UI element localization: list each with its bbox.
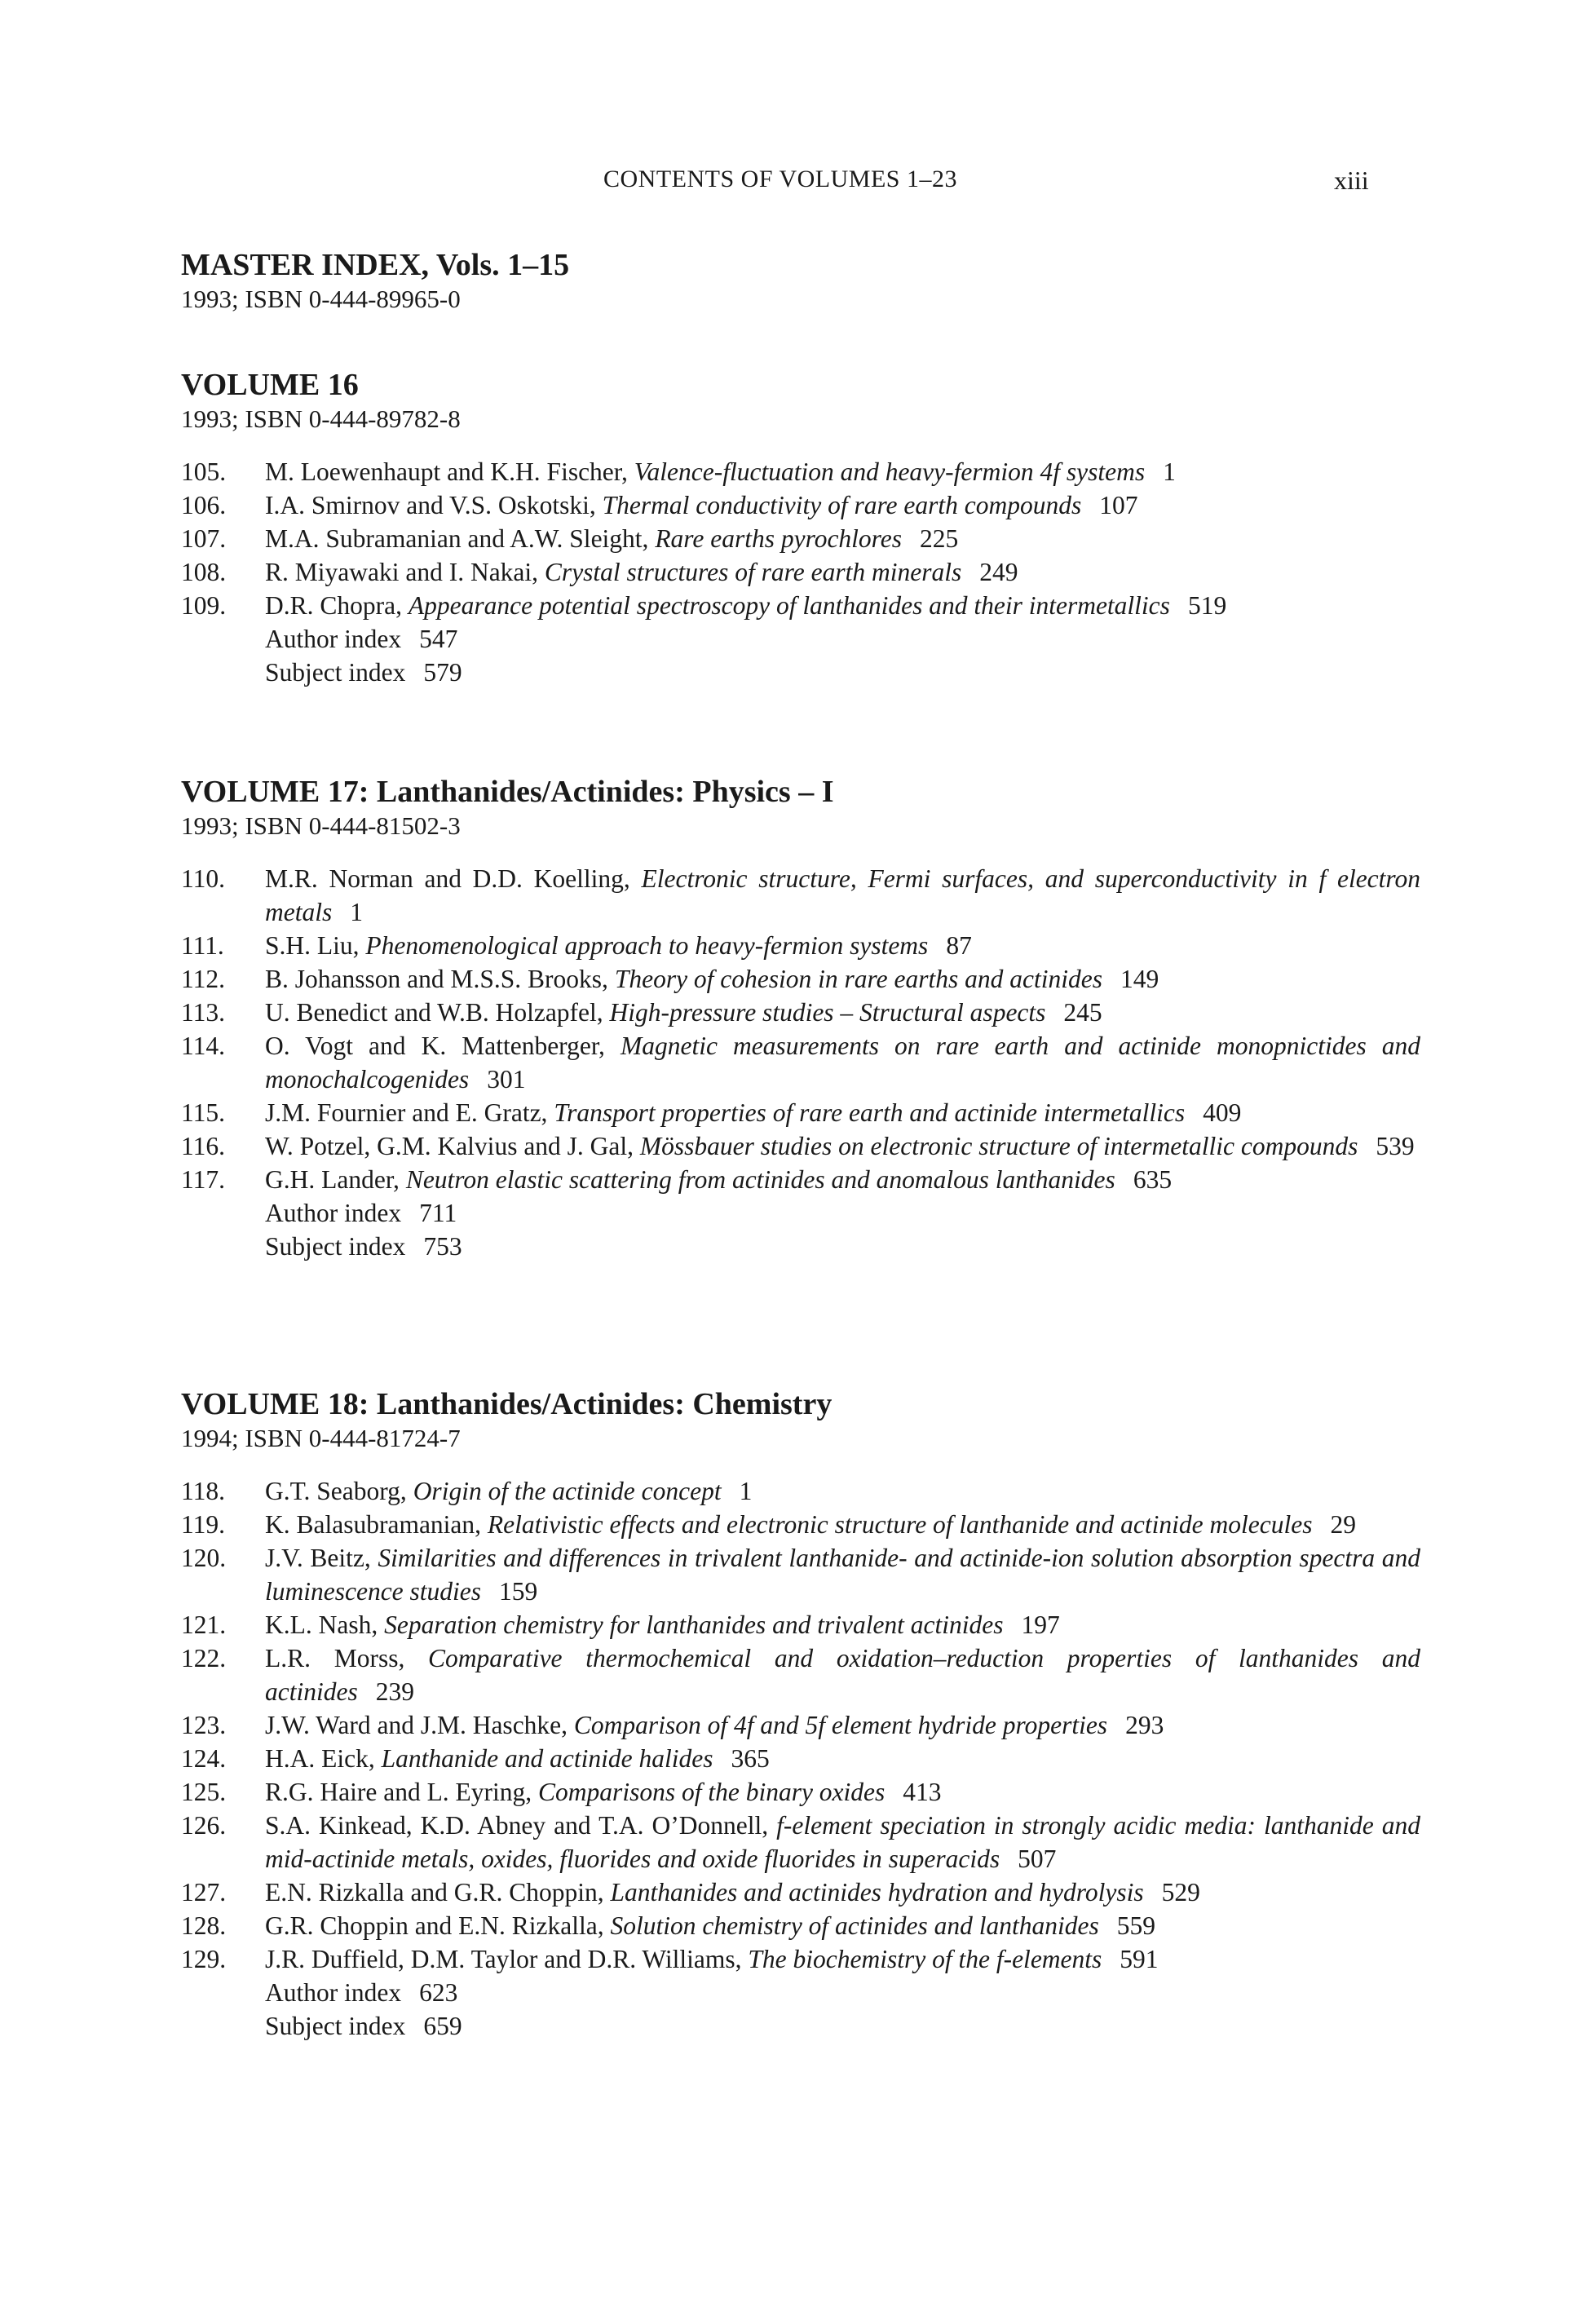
section-volume-16	[181, 367, 1420, 689]
entry-title: Comparative thermochemical and oxidation–reduction properties of lanthanides and actinides	[265, 1644, 1420, 1706]
entry-title: Similarities and differences in trivalent lanthanide- and actinide-ion solution absorption spectra and luminescence studies	[265, 1544, 1420, 1606]
entry-title: Phenomenological approach to heavy-fermion systems	[365, 931, 929, 960]
entry-title: Origin of the actinide concept	[413, 1477, 722, 1505]
entry-number: 129.	[181, 1945, 227, 1973]
entry-page: 413	[903, 1778, 942, 1806]
entry-authors: L.R. Morss,	[265, 1644, 405, 1672]
entry-number: 123.	[181, 1711, 227, 1739]
entry-number: 110.	[181, 864, 225, 893]
subject-index-line	[181, 656, 1420, 689]
entry-title: High-pressure studies – Structural aspects	[609, 998, 1046, 1027]
list-item	[181, 1541, 1420, 1608]
entry-page: 107	[1099, 491, 1138, 519]
entry-title: Neutron elastic scattering from actinides and anomalous lanthanides	[405, 1165, 1115, 1194]
entry-page: 519	[1187, 591, 1227, 620]
section-volume-17	[181, 774, 1420, 1263]
entry-number: 119.	[181, 1510, 225, 1539]
entry-number: 120.	[181, 1544, 227, 1572]
entry-authors: O. Vogt and K. Mattenberger,	[265, 1032, 605, 1060]
entry-page: 1	[739, 1477, 753, 1505]
entry-title: Thermal conductivity of rare earth compounds	[602, 491, 1082, 519]
entry-page: 1	[1163, 457, 1176, 486]
entry-authors: R. Miyawaki and I. Nakai,	[265, 558, 539, 586]
entry-number: 124.	[181, 1744, 227, 1773]
entry-page: 87	[946, 931, 972, 960]
list-item	[181, 555, 1420, 589]
entry-number: 109.	[181, 591, 227, 620]
entry-number: 114.	[181, 1032, 225, 1060]
section-title: MASTER INDEX, Vols. 1–15	[181, 248, 570, 282]
entry-title: Separation chemistry for lanthanides and trivalent actinides	[384, 1610, 1004, 1639]
entry-page: 239	[375, 1677, 414, 1706]
entry-page: 159	[499, 1577, 538, 1606]
entry-title: Rare earths pyrochlores	[655, 524, 903, 553]
section-master-index	[181, 247, 1420, 316]
list-item	[181, 1129, 1420, 1163]
entry-title: Theory of cohesion in rare earths and actinides	[614, 965, 1102, 993]
index-label: Author index	[265, 1978, 402, 2007]
entry-number: 118.	[181, 1477, 225, 1505]
list-item	[181, 996, 1420, 1029]
entry-page: 293	[1125, 1711, 1164, 1739]
section-isbn: 1993; ISBN 0-444-89965-0	[181, 285, 461, 313]
entry-page: 635	[1133, 1165, 1173, 1194]
entry-authors: M. Loewenhaupt and K.H. Fischer,	[265, 457, 628, 486]
section-title: VOLUME 17: Lanthanides/Actinides: Physics – I	[181, 775, 834, 809]
entry-title: Mössbauer studies on electronic structure of intermetallic compounds	[639, 1132, 1358, 1160]
list-item	[181, 522, 1420, 555]
entry-authors: D.R. Chopra,	[265, 591, 402, 620]
entry-authors: R.G. Haire and L. Eyring,	[265, 1778, 532, 1806]
entry-authors: G.R. Choppin and E.N. Rizkalla,	[265, 1911, 604, 1940]
entry-title: Lanthanide and actinide halides	[381, 1744, 713, 1773]
entry-authors: J.V. Beitz,	[265, 1544, 371, 1572]
list-item	[181, 455, 1420, 488]
entry-title: The biochemistry of the f-elements	[748, 1945, 1102, 1973]
list-item	[181, 1909, 1420, 1942]
entry-title: Comparisons of the binary oxides	[538, 1778, 886, 1806]
list-item	[181, 589, 1420, 622]
list-item	[181, 1474, 1420, 1508]
entry-page: 539	[1376, 1132, 1415, 1160]
section-title: VOLUME 18: Lanthanides/Actinides: Chemistry	[181, 1387, 833, 1421]
entry-list	[181, 455, 1420, 689]
entry-number: 126.	[181, 1811, 227, 1840]
entry-title: Lanthanides and actinides hydration and hydrolysis	[610, 1878, 1144, 1906]
entry-page: 409	[1203, 1098, 1242, 1127]
section-volume-18	[181, 1386, 1420, 2043]
entry-number: 127.	[181, 1878, 227, 1906]
entry-page: 225	[920, 524, 959, 553]
entry-authors: G.H. Lander,	[265, 1165, 400, 1194]
entry-authors: S.H. Liu,	[265, 931, 360, 960]
entry-page: 1	[350, 898, 363, 926]
entry-title: Magnetic measurements on rare earth and actinide monopnictides and monochalcogenides	[265, 1032, 1420, 1094]
entry-title: Crystal structures of rare earth minerals	[544, 558, 962, 586]
entry-number: 115.	[181, 1098, 225, 1127]
entry-number: 111.	[181, 931, 224, 960]
entry-authors: K.L. Nash,	[265, 1610, 378, 1639]
list-item	[181, 1508, 1420, 1541]
entry-number: 122.	[181, 1644, 227, 1672]
index-label: Subject index	[265, 1232, 406, 1261]
list-item	[181, 1742, 1420, 1775]
index-page: 547	[419, 625, 458, 653]
entry-authors: M.R. Norman and D.D. Koelling,	[265, 864, 630, 893]
entry-number: 105.	[181, 457, 227, 486]
entry-list	[181, 1474, 1420, 2043]
entry-title: Transport properties of rare earth and actinide intermetallics	[554, 1098, 1186, 1127]
entry-title: Solution chemistry of actinides and lanthanides	[610, 1911, 1099, 1940]
entry-number: 113.	[181, 998, 225, 1027]
entry-title: Appearance potential spectroscopy of lanthanides and their intermetallics	[408, 591, 1170, 620]
list-item	[181, 1809, 1420, 1876]
index-page: 579	[423, 658, 462, 687]
list-item	[181, 1641, 1420, 1708]
entry-number: 107.	[181, 524, 227, 553]
page-number: xiii	[1334, 166, 1369, 195]
entry-page: 365	[731, 1744, 770, 1773]
entry-authors: J.W. Ward and J.M. Haschke,	[265, 1711, 568, 1739]
entry-page: 301	[487, 1065, 526, 1094]
list-item	[181, 488, 1420, 522]
entry-authors: E.N. Rizkalla and G.R. Choppin,	[265, 1878, 604, 1906]
section-isbn: 1993; ISBN 0-444-81502-3	[181, 811, 461, 840]
index-label: Subject index	[265, 658, 406, 687]
list-item	[181, 1608, 1420, 1641]
entry-title: Electronic structure, Fermi surfaces, and superconductivity in f electron metals	[265, 864, 1420, 926]
entry-page: 529	[1161, 1878, 1200, 1906]
section-isbn: 1994; ISBN 0-444-81724-7	[181, 1424, 461, 1452]
list-item	[181, 1029, 1420, 1096]
entry-authors: J.R. Duffield, D.M. Taylor and D.R. Williams,	[265, 1945, 742, 1973]
entry-authors: U. Benedict and W.B. Holzapfel,	[265, 998, 603, 1027]
entry-number: 116.	[181, 1132, 225, 1160]
author-index-line	[181, 1196, 1420, 1230]
entry-authors: W. Potzel, G.M. Kalvius and J. Gal,	[265, 1132, 634, 1160]
entry-number: 128.	[181, 1911, 227, 1940]
index-page: 753	[423, 1232, 462, 1261]
index-page: 659	[423, 2012, 462, 2040]
list-item	[181, 929, 1420, 962]
index-page: 711	[419, 1199, 457, 1227]
entry-page: 245	[1063, 998, 1102, 1027]
entry-authors: B. Johansson and M.S.S. Brooks,	[265, 965, 608, 993]
entry-page: 507	[1018, 1845, 1057, 1873]
entry-number: 125.	[181, 1778, 227, 1806]
subject-index-line	[181, 2009, 1420, 2043]
index-page: 623	[419, 1978, 458, 2007]
author-index-line	[181, 1976, 1420, 2009]
author-index-line	[181, 622, 1420, 656]
section-title: VOLUME 16	[181, 368, 359, 402]
entry-number: 112.	[181, 965, 225, 993]
index-label: Author index	[265, 625, 402, 653]
list-item	[181, 1708, 1420, 1742]
index-label: Subject index	[265, 2012, 406, 2040]
entry-list	[181, 862, 1420, 1263]
list-item	[181, 862, 1420, 929]
entry-page: 249	[979, 558, 1018, 586]
list-item	[181, 962, 1420, 996]
running-head: CONTENTS OF VOLUMES 1–23	[603, 166, 957, 192]
entry-title: Valence-fluctuation and heavy-fermion 4f systems	[634, 457, 1146, 486]
index-label: Author index	[265, 1199, 402, 1227]
entry-number: 117.	[181, 1165, 225, 1194]
entry-authors: S.A. Kinkead, K.D. Abney and T.A. O’Donnell,	[265, 1811, 769, 1840]
entry-number: 106.	[181, 491, 227, 519]
section-isbn: 1993; ISBN 0-444-89782-8	[181, 404, 461, 433]
list-item	[181, 1163, 1420, 1196]
entry-title: f-element speciation in strongly acidic media: lanthanide and mid-actinide metals, oxides, fluorides and oxide fluorides in superacids	[265, 1811, 1420, 1873]
list-item	[181, 1775, 1420, 1809]
entry-authors: H.A. Eick,	[265, 1744, 375, 1773]
entry-authors: I.A. Smirnov and V.S. Oskotski,	[265, 491, 596, 519]
entry-page: 197	[1021, 1610, 1060, 1639]
list-item	[181, 1096, 1420, 1129]
subject-index-line	[181, 1230, 1420, 1263]
list-item	[181, 1942, 1420, 1976]
entry-page: 591	[1120, 1945, 1159, 1973]
entry-authors: G.T. Seaborg,	[265, 1477, 407, 1505]
list-item	[181, 1876, 1420, 1909]
entry-title: Relativistic effects and electronic structure of lanthanide and actinide molecules	[487, 1510, 1313, 1539]
entry-page: 559	[1116, 1911, 1156, 1940]
entry-page: 29	[1330, 1510, 1356, 1539]
entry-authors: K. Balasubramanian,	[265, 1510, 482, 1539]
entry-page: 149	[1120, 965, 1159, 993]
entry-number: 108.	[181, 558, 227, 586]
entry-authors: J.M. Fournier and E. Gratz,	[265, 1098, 548, 1127]
entry-authors: M.A. Subramanian and A.W. Sleight,	[265, 524, 649, 553]
entry-number: 121.	[181, 1610, 227, 1639]
entry-title: Comparison of 4f and 5f element hydride properties	[573, 1711, 1108, 1739]
